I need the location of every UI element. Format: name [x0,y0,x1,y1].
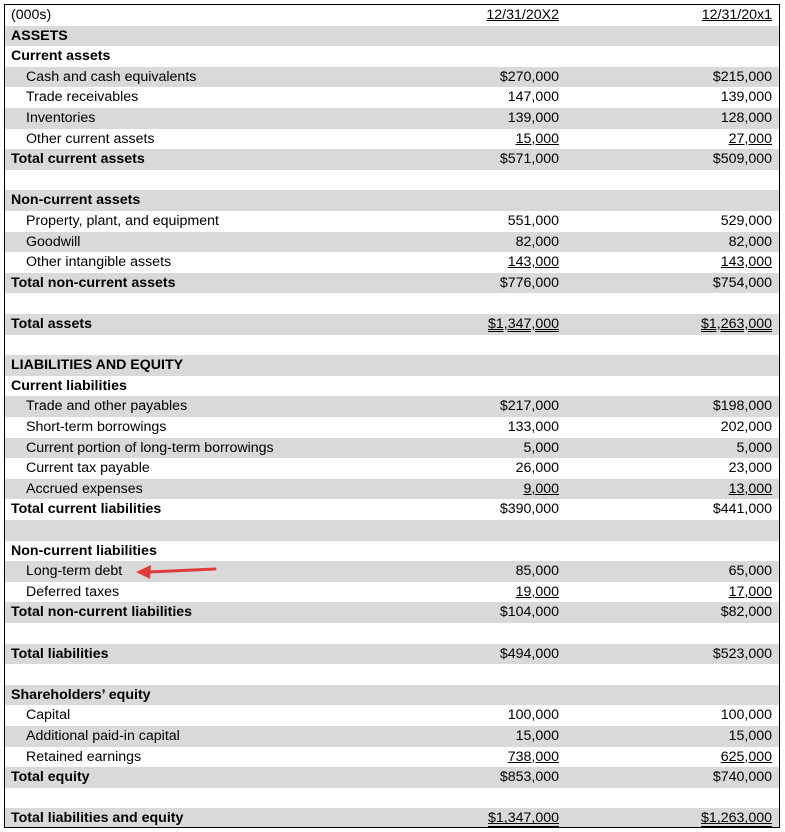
row-label: Other intangible assets [26,254,172,271]
statement-row [5,67,779,88]
value-20x1: $198,000 [712,398,772,415]
arrow-head [136,565,151,579]
statement-row [5,190,779,211]
value-20x1: 13,000 [728,480,772,497]
value-20x1: 100,000 [720,707,772,724]
value-20x2: 9,000 [523,480,559,497]
value-20x2: 139,000 [507,110,559,126]
statement-row [5,108,779,129]
row-label: Current tax payable [26,460,150,477]
row-label: Capital [26,707,71,724]
row-label: Other current assets [26,130,155,147]
row-label: Total current assets [11,151,145,168]
value-20x1: 529,000 [720,213,772,229]
value-20x2: 15,000 [515,130,559,147]
value-20x2: 738,000 [507,748,559,765]
statement-row [5,355,779,376]
statement-row [5,438,779,459]
row-label: Retained earnings [26,748,142,765]
statement-row [5,396,779,417]
statement-row [5,602,779,623]
value-20x1: 139,000 [720,89,772,106]
row-label: Trade and other payables [26,398,188,415]
column-header-20x2: 12/31/20X2 [486,7,559,23]
value-20x1: $82,000 [720,604,772,621]
value-20x2: 147,000 [507,89,559,106]
value-20x2: $853,000 [499,769,559,786]
spacer-row [5,664,779,685]
value-20x1: 5,000 [736,439,772,456]
value-20x1: $740,000 [712,769,772,786]
row-label: Non-current liabilities [11,542,157,559]
balance-sheet-table [4,4,780,828]
column-header-20x1: 12/31/20x1 [701,7,772,23]
statement-row [5,479,779,500]
row-label: Non-current assets [11,192,141,209]
value-20x2: $1,347,000 [487,316,559,332]
statement-row [5,232,779,253]
value-20x2: $217,000 [499,398,559,415]
value-20x2: 5,000 [523,439,559,456]
statement-row [5,211,779,232]
statement-row [5,808,779,828]
statement-row [5,129,779,150]
statement-row [5,644,779,665]
row-label: Goodwill [26,233,81,250]
value-20x1: 128,000 [720,110,772,126]
statement-row [5,726,779,747]
value-20x2: $571,000 [499,151,559,168]
value-20x1: 65,000 [728,563,772,580]
row-label: Total liabilities [11,645,109,662]
row-label: ASSETS [11,27,68,44]
value-20x2: $1,347,000 [487,810,559,827]
spacer-row [5,293,779,314]
statement-row [5,252,779,273]
statement-row [5,46,779,67]
row-label: Additional paid-in capital [26,728,180,744]
value-20x1: 82,000 [728,233,772,250]
value-20x2: $104,000 [499,604,559,621]
row-label: Total current liabilities [11,501,162,518]
spacer-row [5,170,779,191]
value-20x1: 625,000 [720,748,772,765]
spacer-row [5,335,779,356]
value-20x2: 26,000 [515,460,559,477]
row-label: Trade receivables [26,89,139,106]
value-20x1: 23,000 [728,460,772,477]
statement-row [5,376,779,397]
row-label: Inventories [26,110,96,126]
spacer-row [5,520,779,541]
statement-row [5,541,779,562]
value-20x1: $1,263,000 [700,810,772,827]
row-label: Current liabilities [11,377,127,394]
statement-row [5,273,779,294]
value-20x2: $494,000 [499,645,559,662]
value-20x1: $754,000 [712,274,772,291]
value-20x2: 133,000 [507,419,559,435]
row-label: Total assets [11,316,92,332]
spacer-row [5,788,779,809]
value-20x2: 551,000 [507,213,559,229]
value-20x1: $215,000 [712,68,772,85]
statement-row [5,149,779,170]
statement-row [5,26,779,47]
row-label: Accrued expenses [26,480,143,497]
value-20x2: 82,000 [515,233,559,250]
value-20x2: $390,000 [499,501,559,518]
row-label: Total liabilities and equity [11,810,184,827]
row-label: Long-term debt [26,563,123,580]
statement-row [5,87,779,108]
row-label: LIABILITIES AND EQUITY [11,357,184,374]
row-label: Cash and cash equivalents [26,68,197,85]
value-20x1: $523,000 [712,645,772,662]
value-20x2: 100,000 [507,707,559,724]
value-20x1: 27,000 [728,130,772,147]
value-20x2: $776,000 [499,274,559,291]
row-label: Total non-current liabilities [11,604,193,621]
value-20x1: $441,000 [712,501,772,518]
row-label: Total non-current assets [11,274,176,291]
arrow-shaft [149,569,215,572]
statement-row [5,458,779,479]
statement-row [5,685,779,706]
value-20x2: $270,000 [499,68,559,85]
value-20x1: 143,000 [720,254,772,271]
statement-row [5,417,779,438]
header-row [5,5,779,26]
statement-row [5,582,779,603]
statement-row [5,561,779,582]
row-label: Deferred taxes [26,583,120,600]
value-20x1: 17,000 [728,583,772,600]
value-20x2: 143,000 [507,254,559,271]
statement-row [5,499,779,520]
value-20x1: 15,000 [728,728,772,744]
value-20x2: 85,000 [515,563,559,580]
statement-row [5,747,779,768]
row-label: Total equity [11,769,90,786]
value-20x2: 19,000 [515,583,559,600]
statement-row [5,767,779,788]
value-20x2: 15,000 [515,728,559,744]
red-arrow-pointer [135,562,217,580]
units-label: (000s) [11,7,52,23]
spacer-row [5,623,779,644]
row-label: Shareholders’ equity [11,686,151,703]
value-20x1: 202,000 [720,419,772,435]
value-20x1: $1,263,000 [700,316,772,332]
row-label: Property, plant, and equipment [26,213,219,229]
row-label: Current portion of long-term borrowings [26,439,274,456]
value-20x1: $509,000 [712,151,772,168]
row-label: Current assets [11,48,111,65]
row-label: Short-term borrowings [26,419,167,435]
statement-row [5,705,779,726]
statement-row [5,314,779,335]
